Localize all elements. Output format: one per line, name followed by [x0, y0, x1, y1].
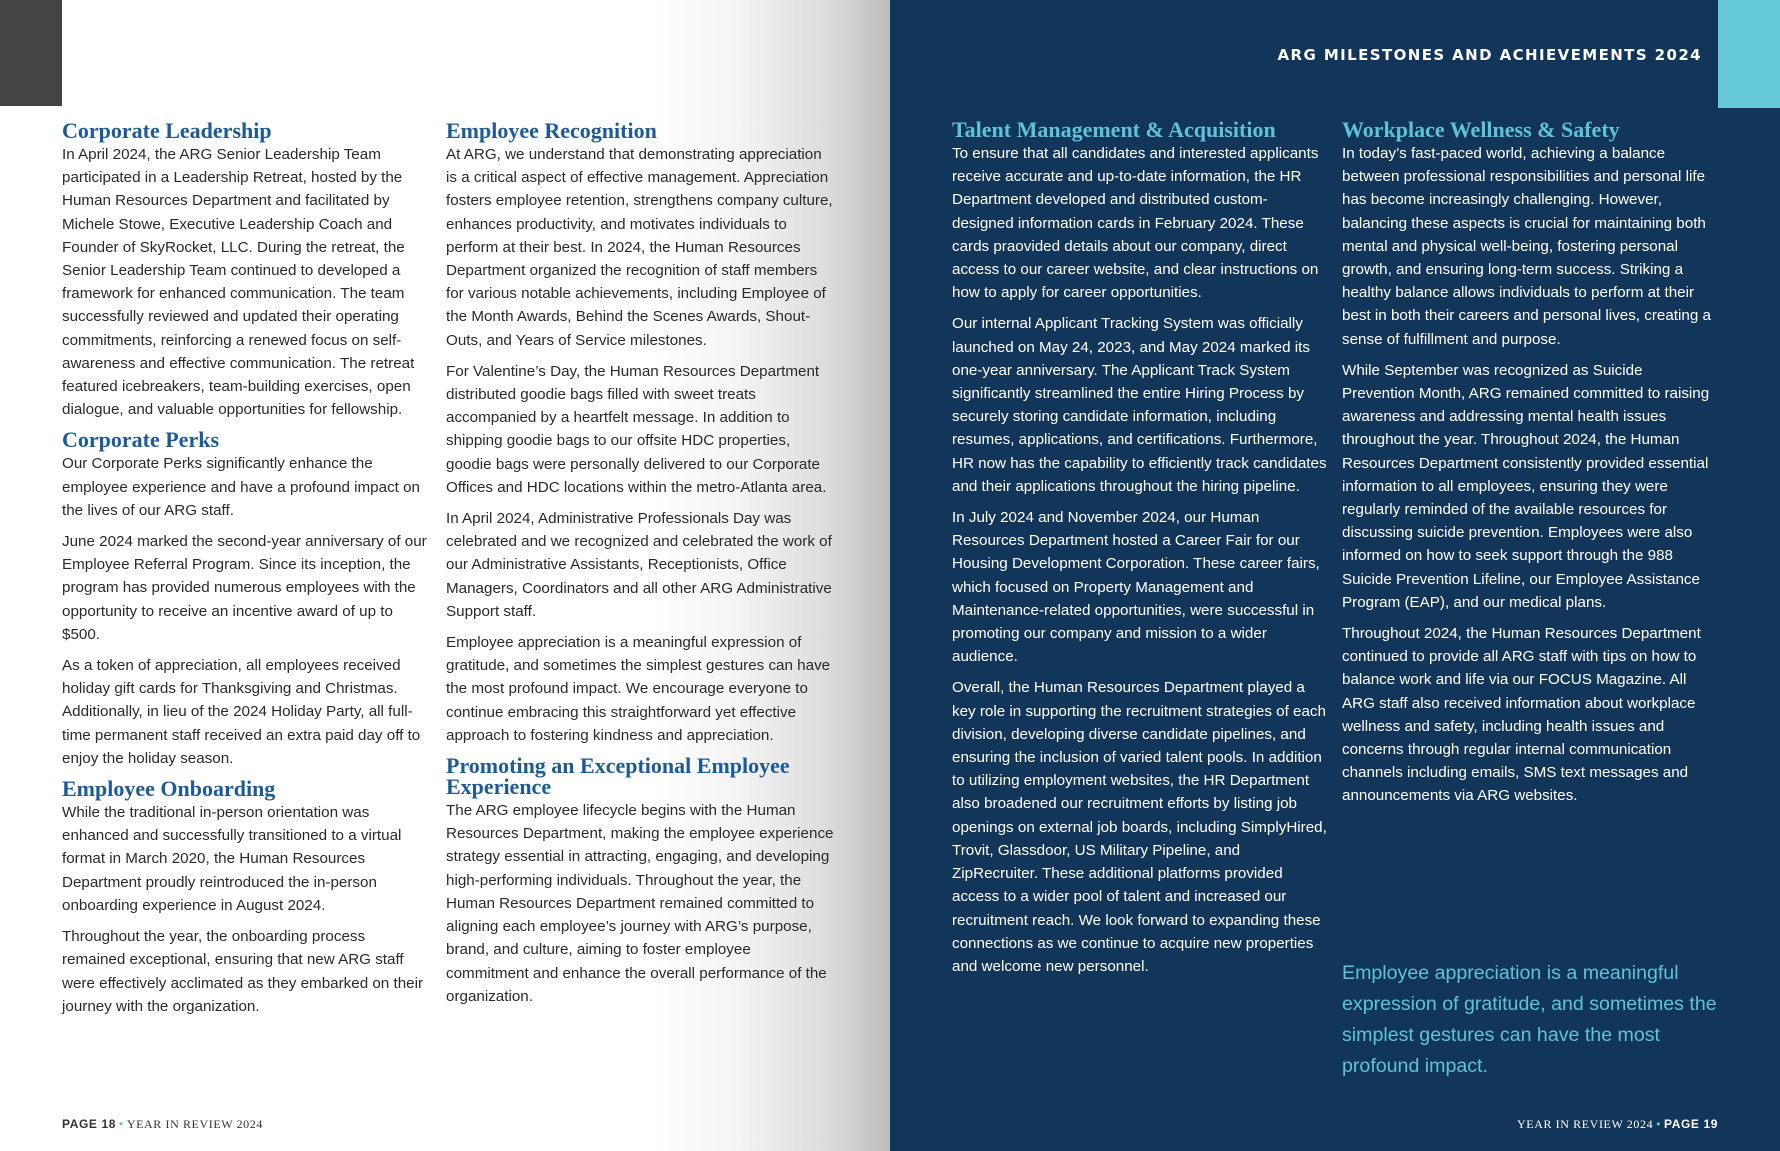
footer-separator-right: • — [1656, 1117, 1661, 1131]
body-paragraph: In July 2024 and November 2024, our Human Resources Department hosted a Career Fair for our Housing Development Corporation. These career fairs, which focused on Property Management and Maintenance-related opportunities, were successful in promoting our company and mission to a wider audience. — [952, 509, 1320, 666]
body-paragraph: Our internal Applicant Tracking System was officially launched on May 24, 2023, and May 2024 marked its one-year anniversary. The Applicant Track System significantly streamlined the entire Hiring Process by securely storing candidate information, including resumes, applications, and certifications. Furthermore, HR now has the capability to efficiently track candidates and their applications throughout the hiring pipeline. — [952, 315, 1327, 495]
section-heading: Talent Management & Acquisition — [952, 117, 1276, 142]
section-heading: Promoting an Exceptional Employee Experience — [446, 753, 790, 800]
article-section — [62, 778, 432, 1018]
page-number-left: PAGE 18 — [62, 1117, 116, 1131]
body-paragraph: In today’s fast-paced world, achieving a balance between professional responsibilities and personal life has become increasingly challenging. However, balancing these aspects is crucial for maintaining both mental and physical well-being, fostering personal growth, and ensuring long-term success. Striking a healthy balance allows individuals to perform at their best in both their careers and personal lives, creating a sense of fulfillment and purpose. — [1342, 145, 1711, 348]
column-1 — [62, 120, 432, 1026]
column-4 — [1342, 119, 1714, 816]
footer-separator-left: • — [119, 1117, 124, 1131]
footer-left — [62, 1117, 263, 1132]
body-paragraph: In April 2024, the ARG Senior Leadership Team participated in a Leadership Retreat, hosted by the Human Resources Department and facilitated by Michele Stowe, Executive Leadership Coach and Founder of SkyRocket, LLC. During the retreat, the Senior Leadership Team continued to developed a framework for enhanced communication. The team successfully reviewed and updated their operating commitments, reinforcing a renewed focus on self-awareness and effective communication. The retreat featured icebreakers, team-building exercises, open dialogue, and valuable opportunities for fellowship. — [62, 146, 415, 419]
section-heading: Corporate Leadership — [62, 118, 272, 143]
section-heading: Workplace Wellness & Safety — [1342, 117, 1620, 142]
body-paragraph: Our Corporate Perks significantly enhance the employee experience and have a profound impact on the lives of our ARG staff. — [62, 455, 420, 519]
article-section — [446, 755, 834, 1008]
body-paragraph: While September was recognized as Suicide Prevention Month, ARG remained committed to raising awareness and addressing mental health issues throughout the year. Throughout 2024, the Human Resources Department consistently provided essential information to all employees, ensuring they were regularly reminded of the available resources for discussing suicide prevention. Employees were also informed on how to seek support through the 988 Suicide Prevention Lifeline, our Employee Assistance Program (EAP), and our medical plans. — [1342, 361, 1710, 611]
body-paragraph: Throughout 2024, the Human Resources Department continued to provide all ARG staff with tips on how to balance work and life via our FOCUS Magazine. All ARG staff also received information about workplace wellness and safety, including health issues and concerns through regular internal communication channels including emails, SMS text messages and announcements via ARG websites. — [1342, 625, 1701, 805]
body-paragraph: At ARG, we understand that demonstrating appreciation is a critical aspect of effective management. Appreciation fosters employee retention, strengthens company culture, enhances productivity, and motivates individuals to perform at their best. In 2024, the Human Resources Department organized the recognition of staff members for various notable achievements, including Employee of the Month Awards, Behind the Scenes Awards, Shout-Outs, and Years of Service milestones. — [446, 146, 833, 349]
article-section — [952, 119, 1328, 978]
body-paragraph: Throughout the year, the onboarding process remained exceptional, ensuring that new ARG staff were effectively acclimated as they embarked on their journey with the organization. — [62, 928, 424, 1015]
pull-quote: Employee appreciation is a meaningful expression of gratitude, and sometimes the simplest gestures can have the most profound impact. — [1342, 962, 1717, 1077]
body-paragraph: The ARG employee lifecycle begins with the Human Resources Department, making the employee experience strategy essential in attracting, engaging, and developing high-performing individuals. Throughout the year, the Human Resources Department remained committed to aligning each employee’s journey with ARG’s purpose, brand, and culture, aiming to foster employee commitment and enhance the overall performance of the organization. — [446, 802, 834, 1005]
section-heading: Employee Recognition — [446, 118, 657, 143]
body-paragraph: As a token of appreciation, all employees received holiday gift cards for Thanksgiving and Christmas. Additionally, in lieu of the 2024 Holiday Party, all full-time permanent staff received an extra paid day off to enjoy the holiday season. — [62, 657, 421, 767]
body-paragraph: June 2024 marked the second-year anniversary of our Employee Referral Program. Since its inception, the program has provided numerous employees with the opportunity to receive an incentive award of up to $500. — [62, 533, 427, 643]
article-section — [62, 429, 432, 770]
article-section — [1342, 119, 1714, 808]
page-number-right: PAGE 19 — [1664, 1117, 1718, 1131]
column-2 — [446, 120, 834, 1016]
article-section — [446, 120, 834, 747]
body-paragraph: In April 2024, Administrative Professionals Day was celebrated and we recognized and celebrated the work of our Administrative Assistants, Receptionists, Office Managers, Coordinators and all other ARG Administrative Support staff. — [446, 510, 832, 620]
body-paragraph: Overall, the Human Resources Department played a key role in supporting the recruitment strategies of each division, developing diverse candidate pipelines, and ensuring the inclusion of varied talent pools. In addition to utilizing employment websites, the HR Department also broadened our recruitment efforts by listing job openings on external job boards, including SimplyHired, Trovit, Glassdoor, US Military Pipeline, and ZipRecruiter. These additional platforms provided access to a wider pool of talent and increased our recruitment reach. We look forward to expanding these connections as we continue to acquire new properties and welcome new personnel. — [952, 679, 1327, 975]
footer-label-right: YEAR IN REVIEW 2024 — [1517, 1117, 1654, 1131]
body-paragraph: For Valentine’s Day, the Human Resources Department distributed goodie bags filled with sweet treats accompanied by a heartfelt message. In addition to shipping goodie bags to our offsite HDC properties, goodie bags were personally delivered to our Corporate Offices and HDC locations within the metro-Atlanta area. — [446, 362, 827, 496]
article-section — [62, 120, 432, 421]
section-heading: Employee Onboarding — [62, 776, 276, 802]
body-paragraph: While the traditional in-person orientation was enhanced and successfully transitioned to a virtual format in March 2020, the Human Resources Department proudly reintroduced the in-person onboarding experience in August 2024. — [62, 804, 402, 914]
section-heading: Corporate Perks — [62, 427, 220, 453]
corner-block-cyan — [1718, 0, 1780, 108]
body-paragraph: To ensure that all candidates and interested applicants receive accurate and up-to-date information, the HR Department developed and distributed custom-designed information cards in February 2024. These cards praovided details about our company, direct access to our career website, and clear instructions on how to apply for career opportunities. — [952, 145, 1319, 302]
footer-right — [1517, 1117, 1718, 1132]
footer-label-left: YEAR IN REVIEW 2024 — [126, 1117, 263, 1131]
page-header-title: ARG MILESTONES AND ACHIEVEMENTS 2024 — [1277, 46, 1702, 64]
column-3 — [952, 119, 1328, 986]
body-paragraph: Employee appreciation is a meaningful expression of gratitude, and sometimes the simplest gestures can have the most profound impact. We encourage everyone to continue embracing this straightforward yet effective approach to fostering kindness and appreciation. — [446, 634, 831, 744]
corner-block-dark — [0, 0, 62, 106]
